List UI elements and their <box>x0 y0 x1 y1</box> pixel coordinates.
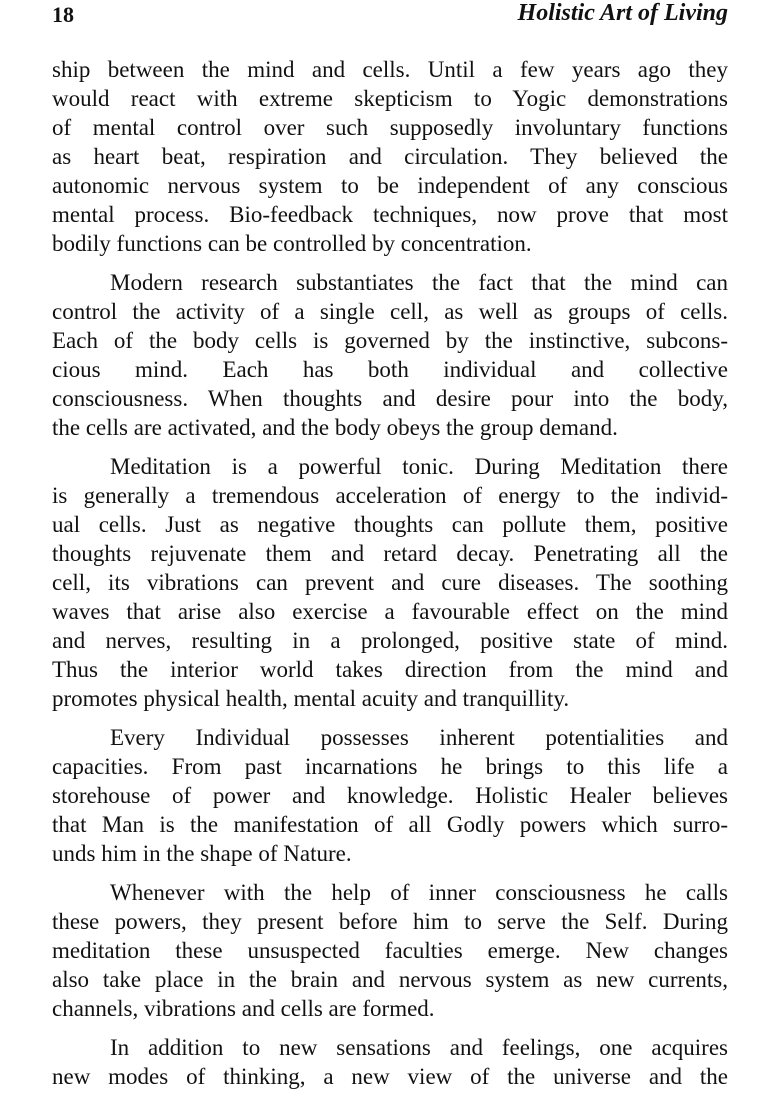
text-line: bodily functions can be controlled by concentration. <box>52 231 532 256</box>
text-line: autonomic nervous system to be independent of any conscious <box>52 173 728 198</box>
text-line: Modern research substantiates the fact that the mind can <box>110 270 728 295</box>
text-line: Thus the interior world takes direction from the mind and <box>52 657 728 682</box>
text-line: is generally a tremendous acceleration of energy to the individ- <box>52 483 728 508</box>
text-line: Meditation is a powerful tonic. During Meditation there <box>110 454 728 479</box>
paragraph <box>52 268 728 442</box>
text-line: capacities. From past incarnations he brings to this life a <box>52 754 728 779</box>
text-line: unds him in the shape of Nature. <box>52 841 352 866</box>
text-line: Whenever with the help of inner consciousness he calls <box>110 880 728 905</box>
text-line: In addition to new sensations and feelings, one acquires <box>110 1035 728 1060</box>
text-line: consciousness. When thoughts and desire pour into the body, <box>52 386 728 411</box>
text-line: control the activity of a single cell, as well as groups of cells. <box>52 299 728 324</box>
text-line: the cells are activated, and the body obeys the group demand. <box>52 415 618 440</box>
text-line: that Man is the manifestation of all Godly powers which surro- <box>52 812 728 837</box>
text-line: cell, its vibrations can prevent and cure diseases. The soothing <box>52 570 728 595</box>
paragraph <box>52 452 728 713</box>
text-line: ual cells. Just as negative thoughts can pollute them, positive <box>52 512 728 537</box>
text-line: channels, vibrations and cells are formed. <box>52 996 435 1021</box>
running-header <box>52 0 728 30</box>
running-title: Holistic Art of Living <box>517 0 728 26</box>
text-line: meditation these unsuspected faculties emerge. New changes <box>52 938 728 963</box>
text-line: these powers, they present before him to serve the Self. During <box>52 909 728 934</box>
page-body <box>52 55 728 1101</box>
text-line: waves that arise also exercise a favourable effect on the mind <box>52 599 728 624</box>
text-line: as heart beat, respiration and circulation. They believed the <box>52 144 728 169</box>
text-line: also take place in the brain and nervous system as new currents, <box>52 967 728 992</box>
text-line: of mental control over such supposedly involuntary functions <box>52 115 728 140</box>
text-line: and nerves, resulting in a prolonged, positive state of mind. <box>52 628 728 653</box>
page-number: 18 <box>52 2 74 27</box>
text-line: promotes physical health, mental acuity and tranquillity. <box>52 686 570 711</box>
text-line: cious mind. Each has both individual and collective <box>52 357 728 382</box>
text-line: Each of the body cells is governed by the instinctive, subcons- <box>52 328 728 353</box>
paragraph <box>52 878 728 1023</box>
paragraph <box>52 723 728 868</box>
text-line: Every Individual possesses inherent potentialities and <box>110 725 728 750</box>
text-line: would react with extreme skepticism to Yogic demonstrations <box>52 86 728 111</box>
text-line: new modes of thinking, a new view of the universe and the <box>52 1064 728 1089</box>
text-line: ship between the mind and cells. Until a few years ago they <box>52 57 728 82</box>
text-line: mental process. Bio-feedback techniques, now prove that most <box>52 202 728 227</box>
text-line: thoughts rejuvenate them and retard decay. Penetrating all the <box>52 541 728 566</box>
text-line: storehouse of power and knowledge. Holistic Healer believes <box>52 783 728 808</box>
paragraph <box>52 55 728 258</box>
paragraph <box>52 1033 728 1091</box>
